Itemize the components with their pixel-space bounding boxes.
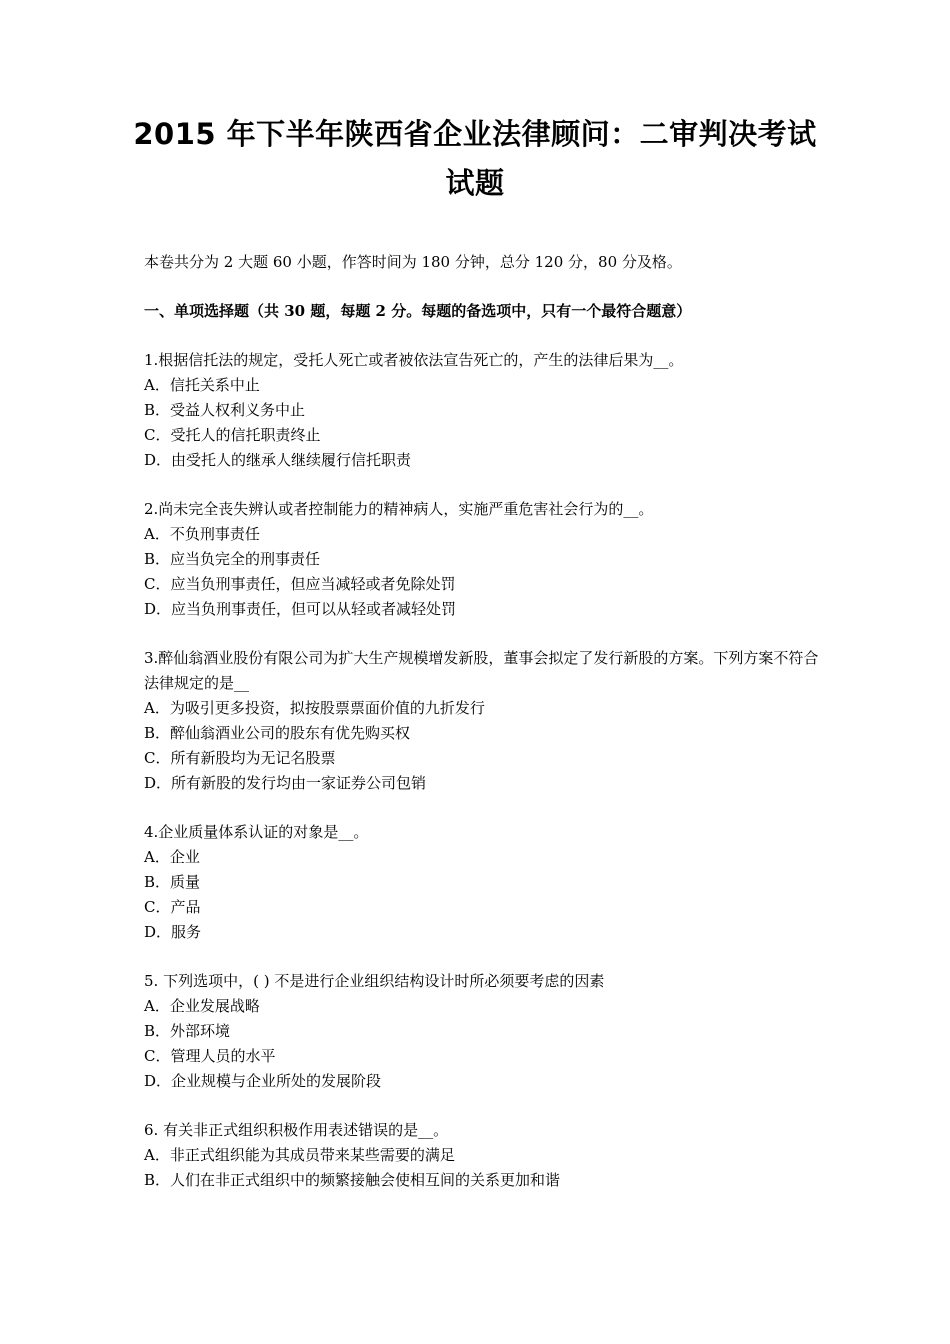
- document-title-line-2: 试题: [445, 166, 505, 200]
- option-d: D．服务: [144, 923, 202, 941]
- option-d: D．应当负刑事责任，但可以从轻或者减轻处罚: [144, 600, 457, 618]
- option-c: C．管理人员的水平: [144, 1047, 276, 1065]
- option-b: B．应当负完全的刑事责任: [144, 550, 321, 568]
- question-stem: 5. 下列选项中，( ) 不是进行企业组织结构设计时所必须要考虑的因素: [144, 972, 605, 990]
- option-c: C．所有新股均为无记名股票: [144, 749, 336, 767]
- section-heading: 一、单项选择题（共 30 题，每题 2 分。每题的备选项中，只有一个最符合题意）: [144, 302, 692, 320]
- question-4: [144, 820, 824, 945]
- option-a: A．企业: [144, 848, 200, 866]
- question-2: [144, 497, 824, 622]
- option-c: C．受托人的信托职责终止: [144, 426, 321, 444]
- question-stem: 3.醉仙翁酒业股份有限公司为扩大生产规模增发新股，董事会拟定了发行新股的方案。下列方案不符合法律规定的是__: [144, 649, 819, 692]
- option-b: B．醉仙翁酒业公司的股东有优先购买权: [144, 724, 411, 742]
- option-a: A．为吸引更多投资，拟按股票票面价值的九折发行: [144, 699, 485, 717]
- option-c: C．应当负刑事责任，但应当减轻或者免除处罚: [144, 575, 456, 593]
- option-a: A．非正式组织能为其成员带来某些需要的满足: [144, 1146, 455, 1164]
- exam-instructions: 本卷共分为 2 大题 60 小题，作答时间为 180 分钟，总分 120 分，80 分及格。: [144, 253, 682, 271]
- option-b: B．人们在非正式组织中的频繁接触会使相互间的关系更加和谐: [144, 1171, 561, 1189]
- question-6: [144, 1118, 824, 1193]
- question-stem: 1.根据信托法的规定，受托人死亡或者被依法宣告死亡的，产生的法律后果为__。: [144, 351, 684, 369]
- question-stem: 2.尚未完全丧失辨认或者控制能力的精神病人，实施严重危害社会行为的__。: [144, 500, 654, 518]
- option-d: D．由受托人的继承人继续履行信托职责: [144, 451, 412, 469]
- option-a: A．信托关系中止: [144, 376, 260, 394]
- document-title-line-1: 2015 年下半年陕西省企业法律顾问：二审判决考试: [133, 117, 817, 151]
- option-b: B．质量: [144, 873, 201, 891]
- option-c: C．产品: [144, 898, 201, 916]
- option-a: A．不负刑事责任: [144, 525, 260, 543]
- question-list: [144, 348, 824, 1217]
- question-stem: 6. 有关非正式组织积极作用表述错误的是__。: [144, 1121, 449, 1139]
- option-d: D．企业规模与企业所处的发展阶段: [144, 1072, 382, 1090]
- option-b: B．受益人权利义务中止: [144, 401, 306, 419]
- question-stem: 4.企业质量体系认证的对象是__。: [144, 823, 369, 841]
- option-a: A．企业发展战略: [144, 997, 260, 1015]
- option-d: D．所有新股的发行均由一家证券公司包销: [144, 774, 427, 792]
- question-3: [144, 646, 824, 796]
- option-b: B．外部环境: [144, 1022, 231, 1040]
- question-5: [144, 969, 824, 1094]
- question-1: [144, 348, 824, 473]
